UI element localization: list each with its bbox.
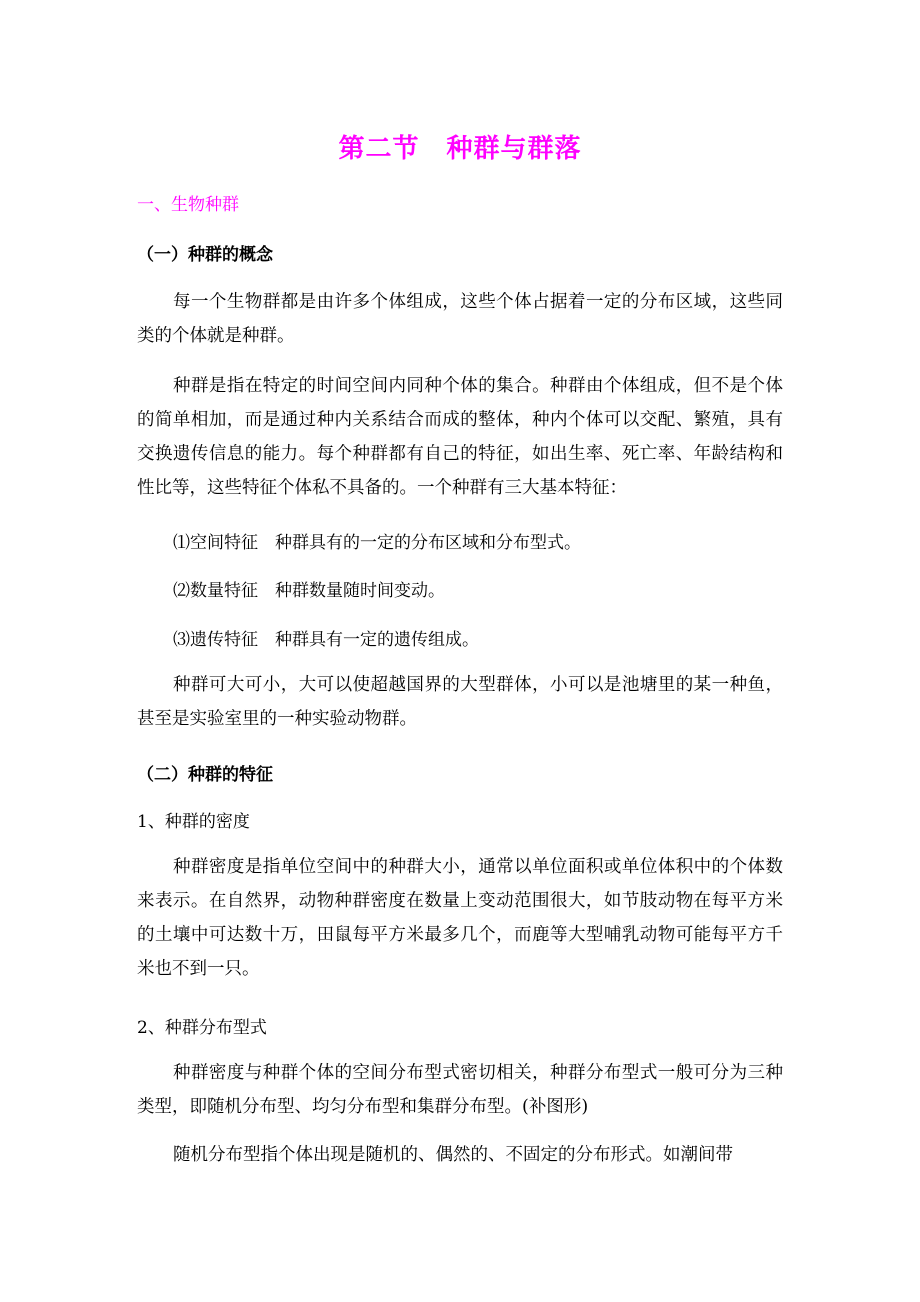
subsection-heading-population-concept: （一）种群的概念 bbox=[137, 245, 273, 265]
feature-spatial: ⑴空间特征 种群具有的一定的分布区域和分布型式。 bbox=[173, 533, 581, 553]
subsection-heading-population-features: （二）种群的特征 bbox=[137, 765, 273, 785]
paragraph-population-size: 种群可大可小，大可以使超越国界的大型群体，小可以是池塘里的某一种鱼，甚至是实验室里的一种实验动物群。 bbox=[137, 675, 783, 729]
feature-genetic: ⑶遗传特征 种群具有一定的遗传组成。 bbox=[173, 630, 479, 650]
heading-distribution-pattern: 2、种群分布型式 bbox=[137, 1018, 267, 1038]
feature-quantity: ⑵数量特征 种群数量随时间变动。 bbox=[173, 581, 445, 601]
section-heading-biological-population: 一、生物种群 bbox=[137, 195, 239, 215]
paragraph-random-distribution: 随机分布型指个体出现是随机的、偶然的、不固定的分布形式。如潮间带 bbox=[173, 1145, 733, 1165]
paragraph-population-definition: 每一个生物群都是由许多个体组成，这些个体占据着一定的分布区域，这些同类的个体就是种群。 bbox=[137, 292, 783, 346]
paragraph-population-description: 种群是指在特定的时间空间内同种个体的集合。种群由个体组成，但不是个体的简单相加，而是通过种内关系结合而成的整体，种内个体可以交配、繁殖，具有交换遗传信息的能力。每个种群都有自己的特征，如出生率、死亡率、年龄结构和性比等，这些特征个体私不具备的。一个种群有三大基本特征： bbox=[137, 376, 783, 498]
paragraph-population-density: 种群密度是指单位空间中的种群大小，通常以单位面积或单位体积中的个体数来表示。在自然界，动物种群密度在数量上变动范围很大，如节肢动物在每平方米的土壤中可达数十万，田鼠每平方米最多几个，而鹿等大型哺乳动物可能每平方千米也不到一只。 bbox=[137, 857, 783, 979]
paragraph-distribution-types: 种群密度与种群个体的空间分布型式密切相关，种群分布型式一般可分为三种类型，即随机分布型、均匀分布型和集群分布型。(补图形) bbox=[137, 1063, 783, 1117]
heading-population-density: 1、种群的密度 bbox=[137, 812, 250, 832]
page-title: 第二节 种群与群落 bbox=[338, 134, 582, 164]
